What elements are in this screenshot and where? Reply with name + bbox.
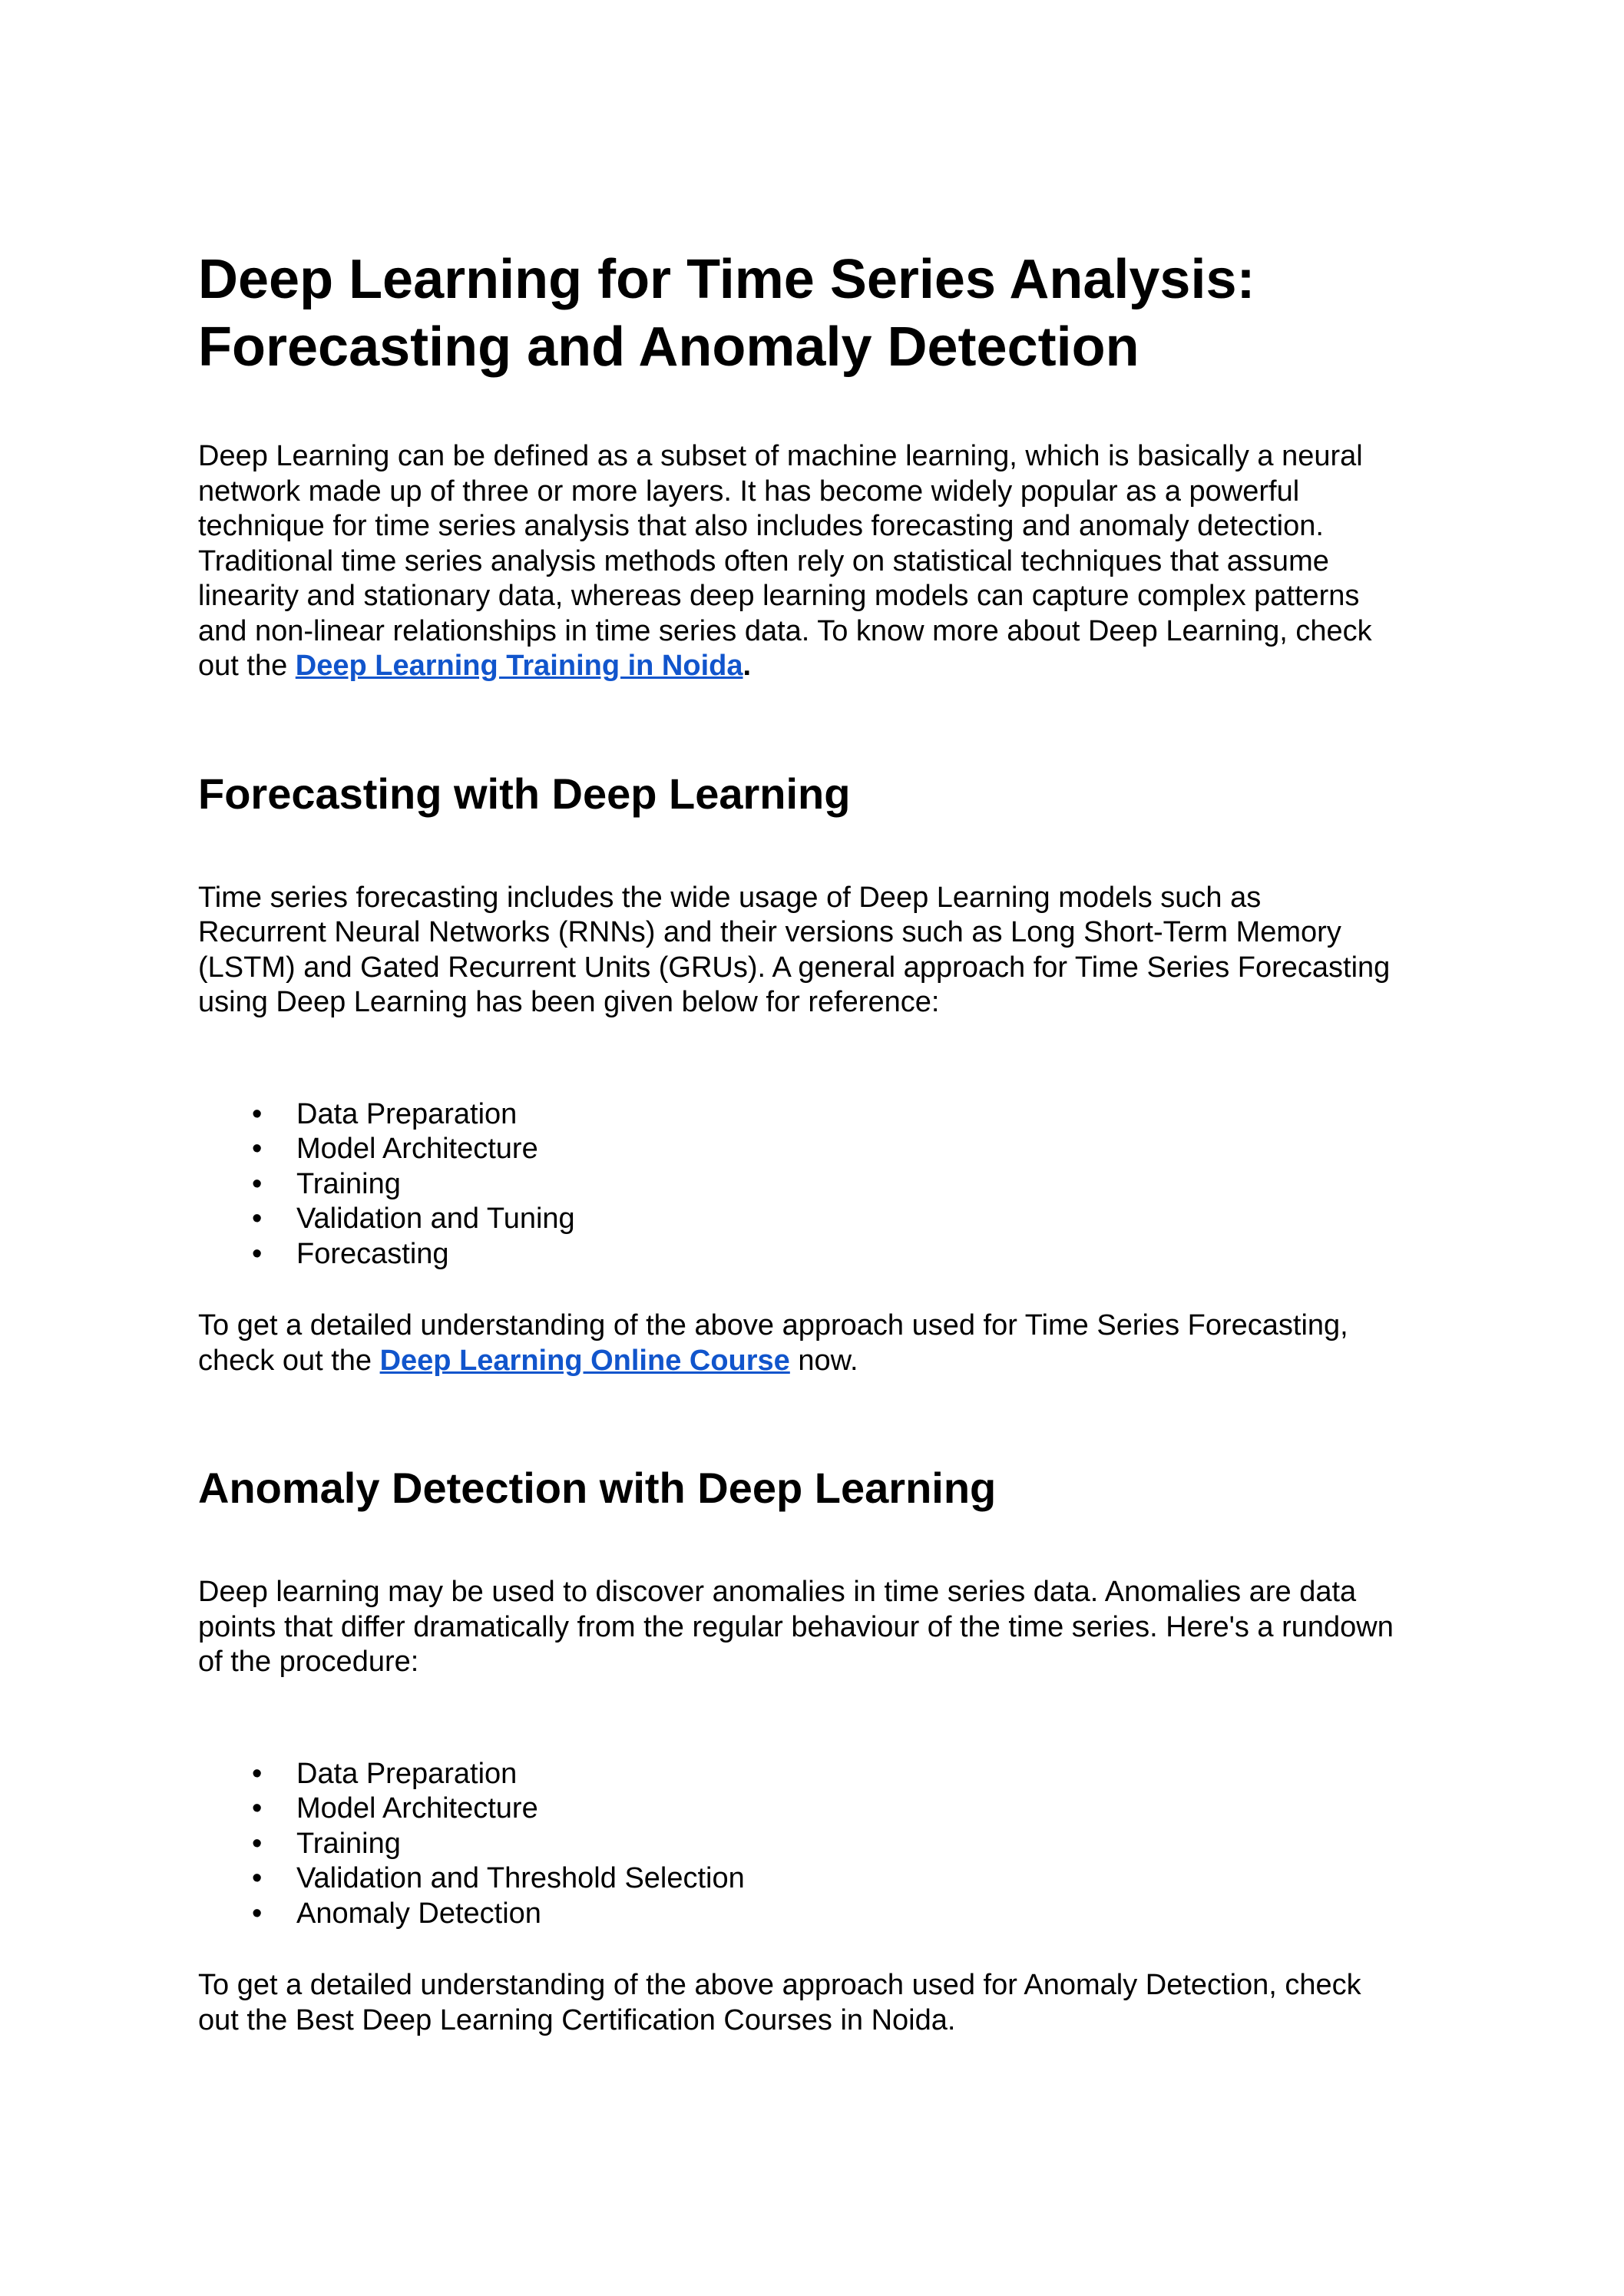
- bullet-icon: •: [252, 1897, 263, 1930]
- forecasting-paragraph: [198, 881, 1442, 1021]
- bullet-icon: •: [252, 1133, 263, 1165]
- intro-last-line: [198, 649, 1442, 684]
- deep-learning-training-noida-link[interactable]: Deep Learning Training in Noida: [295, 650, 743, 682]
- list-item: [198, 1237, 1442, 1272]
- anomaly-paragraph: [198, 1575, 1442, 1680]
- anomaly-followup-paragraph: [198, 1968, 1442, 2038]
- anomaly-line: points that differ dramatically from the regular behaviour of the time series. Here's a rundown: [198, 1610, 1394, 1643]
- anomaly-followup-line: To get a detailed understanding of the above approach used for Anomaly Detection, check: [198, 1969, 1361, 2001]
- deep-learning-online-course-link[interactable]: Deep Learning Online Course: [379, 1344, 790, 1377]
- list-item: [198, 1757, 1442, 1792]
- title-line-2: Forecasting and Anomaly Detection: [198, 316, 1139, 378]
- list-item-text: Data Preparation: [296, 1757, 518, 1790]
- intro-last-prefix: out the: [198, 650, 296, 682]
- intro-line: linearity and stationary data, whereas deep learning models can capture complex patterns: [198, 580, 1360, 612]
- forecasting-followup-line: To get a detailed understanding of the above approach used for Time Series Forecasting,: [198, 1309, 1348, 1342]
- intro-line: Deep Learning can be defined as a subset of machine learning, which is basically a neural: [198, 440, 1363, 472]
- forecasting-steps-list: [198, 1097, 1442, 1272]
- anomaly-followup-line: out the Best Deep Learning Certification Courses in Noida.: [198, 2003, 956, 2036]
- forecasting-line: using Deep Learning has been given below for reference:: [198, 986, 940, 1018]
- intro-line: Traditional time series analysis methods often rely on statistical techniques that assume: [198, 544, 1329, 577]
- forecasting-followup-last-line: [198, 1344, 1442, 1379]
- intro-line: and non-linear relationships in time series data. To know more about Deep Learning, check: [198, 614, 1372, 647]
- forecasting-followup-paragraph: [198, 1308, 1442, 1378]
- list-item: [198, 1202, 1442, 1237]
- list-item: [198, 1897, 1442, 1932]
- bullet-icon: •: [252, 1862, 263, 1894]
- intro-line: network made up of three or more layers. It has become widely popular as a powerful: [198, 475, 1300, 508]
- list-item-text: Anomaly Detection: [296, 1897, 541, 1930]
- forecasting-line: Recurrent Neural Networks (RNNs) and their versions such as Long Short-Term Memory: [198, 916, 1341, 948]
- list-item-text: Data Preparation: [296, 1097, 518, 1130]
- bullet-icon: •: [252, 1827, 263, 1860]
- list-item-text: Forecasting: [296, 1237, 449, 1270]
- bullet-icon: •: [252, 1792, 263, 1825]
- anomaly-steps-list: [198, 1757, 1442, 1932]
- document-page: [198, 246, 1442, 2038]
- list-item-text: Validation and Threshold Selection: [296, 1862, 745, 1894]
- bullet-icon: •: [252, 1237, 263, 1270]
- intro-paragraph: [198, 439, 1442, 684]
- list-item: [198, 1791, 1442, 1827]
- forecasting-heading: Forecasting with Deep Learning: [198, 769, 851, 818]
- forecasting-line: (LSTM) and Gated Recurrent Units (GRUs). A general approach for Time Series Forecasting: [198, 951, 1391, 984]
- forecasting-followup-suffix: now.: [789, 1344, 858, 1377]
- bullet-icon: •: [252, 1757, 263, 1790]
- bullet-icon: •: [252, 1203, 263, 1235]
- forecasting-followup-prefix: check out the: [198, 1344, 380, 1377]
- list-item-text: Model Architecture: [296, 1133, 538, 1165]
- bullet-icon: •: [252, 1097, 263, 1130]
- list-item: [198, 1132, 1442, 1167]
- forecasting-line: Time series forecasting includes the wide usage of Deep Learning models such as: [198, 881, 1262, 914]
- list-item: [198, 1167, 1442, 1203]
- anomaly-line: Deep learning may be used to discover anomalies in time series data. Anomalies are data: [198, 1576, 1357, 1608]
- list-item-text: Model Architecture: [296, 1792, 538, 1825]
- list-item-text: Training: [296, 1827, 401, 1860]
- bullet-icon: •: [252, 1167, 263, 1200]
- list-item-text: Validation and Tuning: [296, 1203, 575, 1235]
- list-item: [198, 1861, 1442, 1897]
- anomaly-heading: Anomaly Detection with Deep Learning: [198, 1464, 997, 1512]
- list-item-text: Training: [296, 1167, 401, 1200]
- list-item: [198, 1827, 1442, 1862]
- list-item: [198, 1097, 1442, 1133]
- document-title: [198, 246, 1442, 381]
- intro-line: technique for time series analysis that also includes forecasting and anomaly detection.: [198, 510, 1324, 542]
- anomaly-line: of the procedure:: [198, 1646, 419, 1678]
- title-line-1: Deep Learning for Time Series Analysis:: [198, 249, 1255, 310]
- intro-last-suffix: .: [743, 650, 752, 682]
